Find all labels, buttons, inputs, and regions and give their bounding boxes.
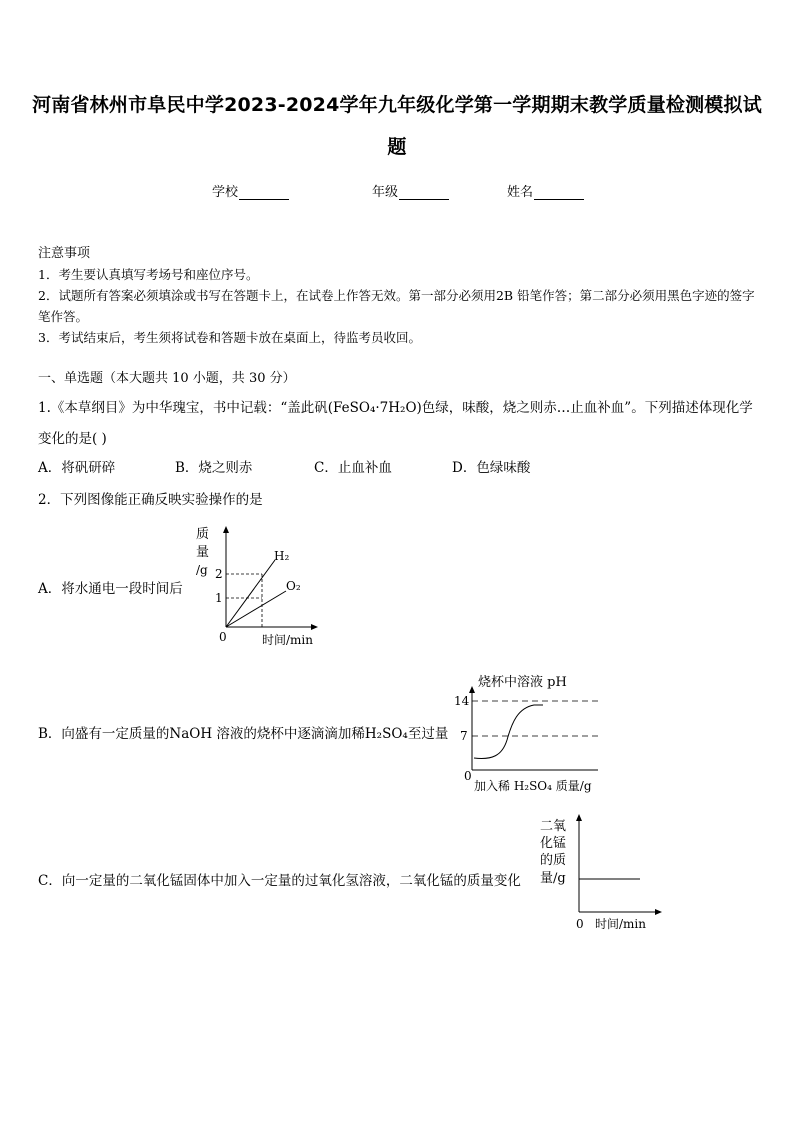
graph-a-x-arrow (311, 624, 318, 630)
name-label: 姓名 (507, 185, 534, 200)
grade-label: 年级 (372, 185, 399, 200)
q2-option-b-label: B．向盛有一定质量的NaOH 溶液的烧杯中逐滴滴加稀H₂SO₄至过量 (38, 726, 449, 742)
grade-blank (399, 185, 449, 200)
graph-a-tick-1: 1 (215, 591, 223, 605)
exam-title-line1: 河南省林州市阜民中学2023-2024学年九年级化学第一学期期末教学质量检测模拟试 (32, 94, 762, 116)
graph-a-origin: 0 (219, 630, 227, 644)
graph-b-y-arrow (469, 686, 475, 693)
graph-a-xlabel: 时间/min (262, 633, 313, 647)
graph-c (536, 812, 666, 936)
graph-c-y-arrow (576, 814, 582, 821)
graph-b-ph-curve (474, 705, 543, 758)
graph-a-h2-line (226, 560, 275, 627)
graph-c-xlabel: 时间/min (595, 917, 646, 931)
graph-b-tick-7: 7 (460, 729, 468, 743)
q2-option-c-label: C．向一定量的二氧化锰固体中加入一定量的过氧化氢溶液，二氧化锰的质量变化 (38, 873, 521, 889)
note-item: 3．考试结束后，考生须将试卷和答题卡放在桌面上，待监考员收回。 (38, 330, 421, 345)
notes-heading: 注意事项 (38, 246, 91, 261)
graph-c-ylabel-2: 化锰 (540, 836, 567, 851)
graph-c-x-arrow (655, 909, 662, 915)
q2-option-a-label: A．将水通电一段时间后 (38, 581, 183, 597)
graph-c-origin: 0 (576, 917, 584, 931)
graph-b-tick-14: 14 (454, 694, 470, 708)
graph-a (190, 524, 330, 650)
graph-c-ylabel-3: 的质 (540, 853, 567, 868)
graph-a-tick-2: 2 (215, 567, 223, 581)
graph-b-xlabel: 加入稀 H₂SO₄ 质量/g (474, 779, 592, 793)
school-field (212, 181, 289, 200)
note-item: 1．考生要认真填写考场号和座位序号。 (38, 267, 259, 282)
graph-c-ylabel-1: 二氧 (540, 819, 567, 834)
q1-option-c: C．止血补血 (314, 460, 392, 476)
note-item: 2．试题所有答案必须填涂或书写在答题卡上，在试卷上作答无效。第一部分必须用2B 铅笔作答；第二部分必须用黑色字迹的签字笔作答。 (38, 288, 755, 324)
notes-block (38, 243, 760, 348)
exam-title (30, 84, 764, 168)
graph-a-o2-line (226, 591, 286, 627)
graph-c-ylabel-4: 量/g (540, 871, 566, 886)
q1-option-d: D．色绿味酸 (452, 460, 531, 476)
graph-a-h2-label: H₂ (274, 549, 290, 563)
name-blank (534, 185, 584, 200)
q1-option-b: B．烧之则赤 (175, 460, 253, 476)
question-1-stem: 1.《本草纲目》为中华瑰宝，书中记载：“盖此矾(FeSO₄·7H₂O)色绿，味酸，烧之则赤…止血补血”。下列描述体现化学变化的是( ) (38, 400, 753, 447)
question-2-stem: 2．下列图像能正确反映实验操作的是 (38, 492, 263, 508)
school-label: 学校 (212, 185, 239, 200)
graph-a-y-arrow (223, 526, 229, 533)
graph-a-ylabel-1: 质 (196, 527, 210, 542)
name-field (507, 181, 584, 200)
graph-b-ylabel: 烧杯中溶液 pH (478, 675, 567, 690)
graph-a-ylabel-2: 量 (196, 545, 210, 560)
q1-option-a: A．将矾研碎 (38, 460, 116, 476)
grade-field (372, 181, 449, 200)
school-blank (239, 185, 289, 200)
graph-a-o2-label: O₂ (286, 579, 301, 593)
graph-b-origin: 0 (464, 769, 472, 783)
section-heading: 一、单选题（本大题共 10 小题，共 30 分） (38, 371, 296, 386)
graph-b (452, 672, 612, 798)
exam-title-line2: 题 (387, 136, 407, 158)
graph-a-ylabel-3: /g (196, 563, 208, 577)
